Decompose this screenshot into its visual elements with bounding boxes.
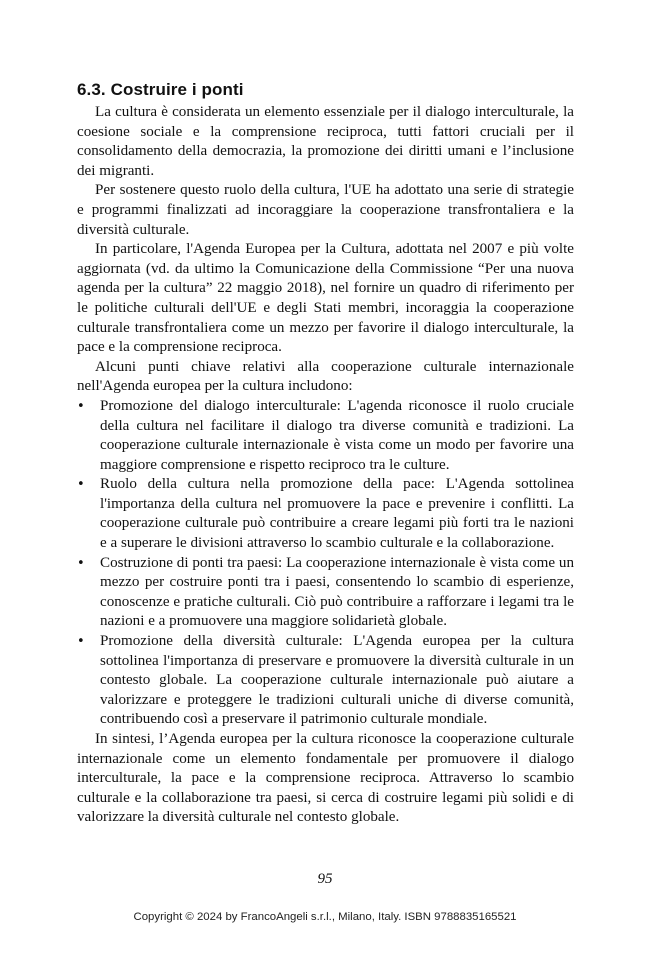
list-item: • Promozione del dialogo interculturale: L'agenda riconosce il ruolo cruciale della cultura nel facilitare il dialogo tra diverse comunità e tradizioni. La cooperazione culturale internazionale è vista come un modo per favorire una maggiore comprensione e rispetto reciproco tra le culture. [77, 397, 574, 475]
paragraph-conclusion: In sintesi, l’Agenda europea per la cultura riconosce la cooperazione culturale internazionale come un elemento fondamentale per promuovere il dialogo interculturale, la pace e la comprensione reciproca. Attraverso lo scambio culturale e la collaborazione tra paesi, si cerca di costruire legami più solidi e di valorizzare la diversità culturale nel contesto globale. [77, 731, 574, 826]
paragraph-intro-3: In particolare, l'Agenda Europea per la Cultura, adottata nel 2007 e più volte aggiornata (vd. da ultimo la Comunicazione della Commissione “Per una nuova agenda per la cultura” 22 maggio 2018), nel fornire un quadro di riferimento per le politiche culturali dell'UE e degli Stati membri, incoraggia la cooperazione culturale transfrontaliera come un mezzo per favorire il dialogo interculturale, la pace e la comprensione reciproca. [77, 241, 574, 356]
list-item: • Costruzione di ponti tra paesi: La cooperazione internazionale è vista come un mezzo per costruire ponti tra i paesi, consentendo lo scambio di esperienze, conoscenze e pratiche culturali. Ciò può contribuire a rafforzare i legami tra le nazioni e a promuovere una maggiore solidarietà globale. [77, 554, 574, 632]
page-number: 95 [317, 871, 333, 887]
paragraph-intro-2: Per sostenere questo ruolo della cultura, l'UE ha adottato una serie di strategie e programmi finalizzati ad incoraggiare la cooperazione transfrontaliera e la diversità culturale. [77, 182, 574, 238]
list-item: • Promozione della diversità culturale: L'Agenda europea per la cultura sottolinea l'importanza di preservare e promuovere la diversità culturale in un contesto globale. La cooperazione culturale internazionale può aiutare a valorizzare e proteggere le tradizioni culturali uniche di diverse comunità, contribuendo così a preservare il patrimonio culturale mondiale. [77, 632, 574, 730]
body-text [77, 103, 574, 828]
list-item: • Ruolo della cultura nella promozione della pace: L'Agenda sottolinea l'importanza della cultura nel promuovere la pace e prevenire i conflitti. La cooperazione culturale può contribuire a creare legami più forti tra le nazioni e a superare le divisioni attraverso lo scambio culturale e la collaborazione. [77, 475, 574, 553]
section-title: 6.3. Costruire i ponti [77, 80, 244, 100]
paragraph-intro-1: La cultura è considerata un elemento essenziale per il dialogo interculturale, la coesione sociale e la comprensione reciproca, tutti fattori cruciali per il consolidamento della democrazia, la promozione dei diritti umani e l’inclusione dei migranti. [77, 104, 574, 179]
paragraph-intro-4: Alcuni punti chiave relativi alla cooperazione culturale internazionale nell'Agenda europea per la cultura includono: [77, 358, 574, 395]
key-points-list [77, 397, 574, 730]
copyright-footer: Copyright © 2024 by FrancoAngeli s.r.l., Milano, Italy. ISBN 9788835165521 [133, 911, 517, 923]
